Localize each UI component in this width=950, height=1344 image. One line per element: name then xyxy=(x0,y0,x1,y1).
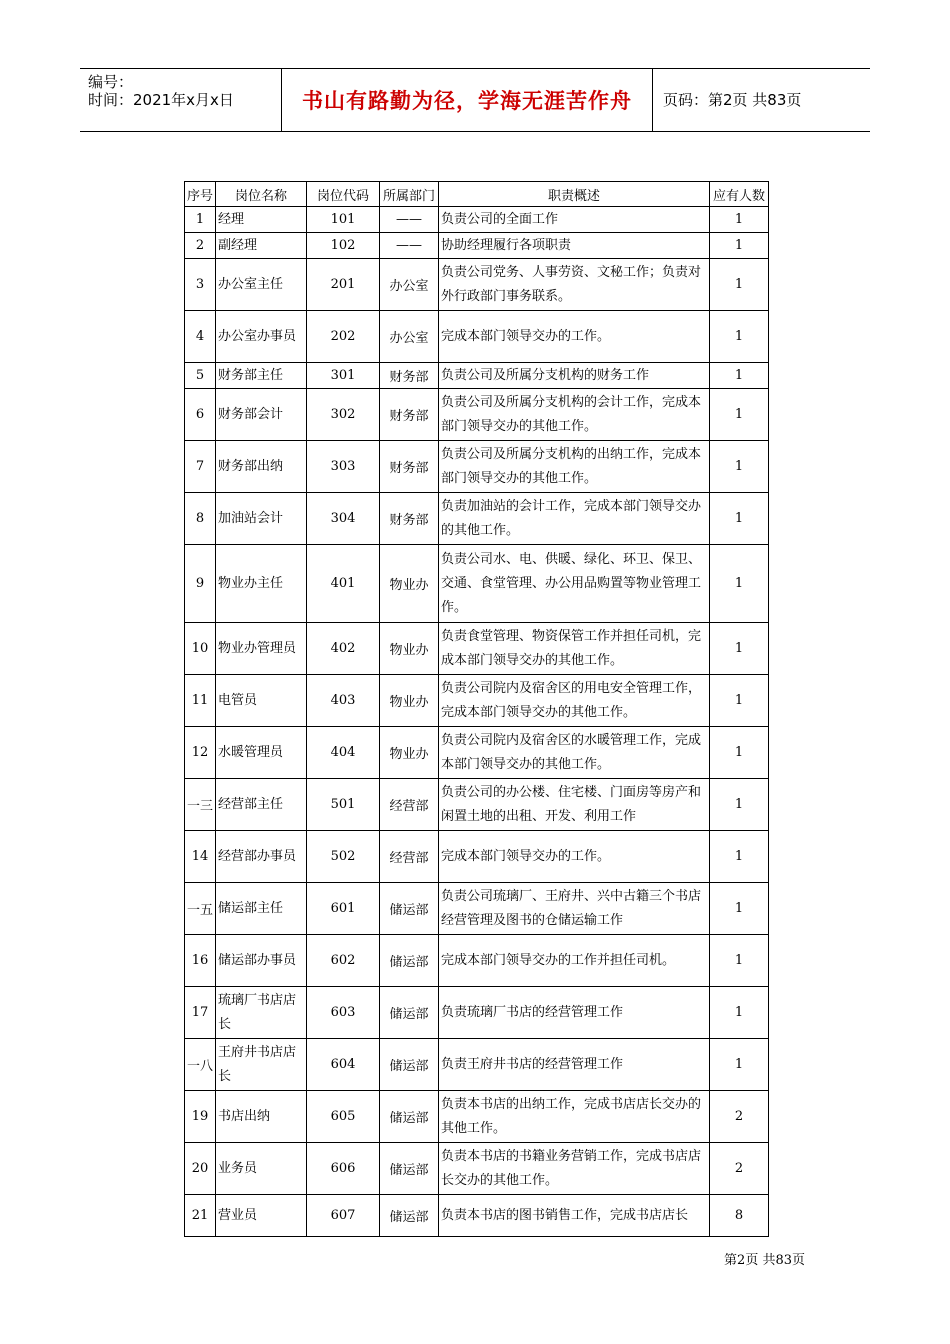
table-header-row xyxy=(185,182,769,207)
row-index: 17 xyxy=(185,987,216,1039)
headcount: 1 xyxy=(710,1039,769,1091)
document-number-label: 编号： xyxy=(88,73,134,91)
department: —— xyxy=(380,207,439,233)
duty-description: 负责公司水、电、供暖、绿化、环卫、保卫、交通、食堂管理、办公用品购置等物业管理工作。 xyxy=(439,545,710,623)
job-code: 606 xyxy=(307,1143,380,1195)
department: 财务部 xyxy=(380,363,439,389)
job-title: 水暖管理员 xyxy=(216,727,307,779)
table-row xyxy=(185,831,769,883)
job-code: 402 xyxy=(307,623,380,675)
column-header-name: 岗位名称 xyxy=(216,182,307,207)
table-row xyxy=(185,1091,769,1143)
job-duty-table xyxy=(184,181,769,1237)
table-row xyxy=(185,545,769,623)
department: 储运部 xyxy=(380,1143,439,1195)
row-index: 21 xyxy=(185,1195,216,1237)
duty-description: 负责公司的全面工作 xyxy=(439,207,710,233)
table-row xyxy=(185,883,769,935)
job-code: 202 xyxy=(307,311,380,363)
header-page-cell xyxy=(653,69,870,131)
row-index: 19 xyxy=(185,1091,216,1143)
headcount: 1 xyxy=(710,233,769,259)
page-footer: 第2页 共83页 xyxy=(724,1253,805,1268)
duty-description: 负责本书店的图书销售工作，完成书店店长 xyxy=(439,1195,710,1237)
header-meta xyxy=(80,69,280,131)
table-row xyxy=(185,259,769,311)
duty-description: 负责本书店的书籍业务营销工作，完成书店店长交办的其他工作。 xyxy=(439,1143,710,1195)
row-index: 一五 xyxy=(185,883,216,935)
job-code: 301 xyxy=(307,363,380,389)
row-index: 一三 xyxy=(185,779,216,831)
headcount: 1 xyxy=(710,883,769,935)
headcount: 1 xyxy=(710,389,769,441)
duty-description: 负责公司党务、人事劳资、文秘工作；负责对外行政部门事务联系。 xyxy=(439,259,710,311)
headcount: 1 xyxy=(710,493,769,545)
column-header-count: 应有人数 xyxy=(710,182,769,207)
table-row xyxy=(185,233,769,259)
department: 储运部 xyxy=(380,1091,439,1143)
job-title: 办公室主任 xyxy=(216,259,307,311)
row-index: 20 xyxy=(185,1143,216,1195)
job-code: 601 xyxy=(307,883,380,935)
duty-description: 负责公司琉璃厂、王府井、兴中古籍三个书店经营管理及图书的仓储运输工作 xyxy=(439,883,710,935)
table-row xyxy=(185,623,769,675)
headcount: 2 xyxy=(710,1091,769,1143)
table-row xyxy=(185,493,769,545)
row-index: 6 xyxy=(185,389,216,441)
department: 储运部 xyxy=(380,883,439,935)
department: 储运部 xyxy=(380,1039,439,1091)
table-row xyxy=(185,311,769,363)
duty-description: 负责公司的办公楼、住宅楼、门面房等房产和闲置土地的出租、开发、利用工作 xyxy=(439,779,710,831)
job-title: 财务部会计 xyxy=(216,389,307,441)
row-index: 一八 xyxy=(185,1039,216,1091)
table-row xyxy=(185,935,769,987)
headcount: 1 xyxy=(710,545,769,623)
duty-description: 负责本书店的出纳工作，完成书店店长交办的其他工作。 xyxy=(439,1091,710,1143)
row-index: 3 xyxy=(185,259,216,311)
department: 物业办 xyxy=(380,675,439,727)
column-header-dept: 所属部门 xyxy=(380,182,439,207)
table-row xyxy=(185,1143,769,1195)
job-code: 603 xyxy=(307,987,380,1039)
headcount: 2 xyxy=(710,1143,769,1195)
headcount: 1 xyxy=(710,987,769,1039)
headcount: 1 xyxy=(710,311,769,363)
row-index: 2 xyxy=(185,233,216,259)
job-title: 物业办管理员 xyxy=(216,623,307,675)
job-code: 201 xyxy=(307,259,380,311)
job-title: 副经理 xyxy=(216,233,307,259)
headcount: 8 xyxy=(710,1195,769,1237)
duty-description: 负责琉璃厂书店的经营管理工作 xyxy=(439,987,710,1039)
department: 财务部 xyxy=(380,389,439,441)
department: 储运部 xyxy=(380,935,439,987)
row-index: 10 xyxy=(185,623,216,675)
table-row xyxy=(185,1195,769,1237)
row-index: 5 xyxy=(185,363,216,389)
job-code: 501 xyxy=(307,779,380,831)
job-title: 财务部出纳 xyxy=(216,441,307,493)
table-row xyxy=(185,779,769,831)
duty-description: 负责王府井书店的经营管理工作 xyxy=(439,1039,710,1091)
job-title: 书店出纳 xyxy=(216,1091,307,1143)
duty-description: 负责公司院内及宿舍区的水暖管理工作，完成本部门领导交办的其他工作。 xyxy=(439,727,710,779)
table-row xyxy=(185,675,769,727)
job-code: 102 xyxy=(307,233,380,259)
department: 财务部 xyxy=(380,493,439,545)
table-row xyxy=(185,441,769,493)
duty-description: 负责食堂管理、物资保管工作并担任司机，完成本部门领导交办的其他工作。 xyxy=(439,623,710,675)
headcount: 1 xyxy=(710,363,769,389)
job-title: 电管员 xyxy=(216,675,307,727)
motto: 书山有路勤为径，学海无涯苦作舟 xyxy=(302,89,632,113)
department: 储运部 xyxy=(380,987,439,1039)
job-title: 财务部主任 xyxy=(216,363,307,389)
table-row xyxy=(185,727,769,779)
job-code: 604 xyxy=(307,1039,380,1091)
job-code: 101 xyxy=(307,207,380,233)
job-title: 办公室办事员 xyxy=(216,311,307,363)
job-code: 403 xyxy=(307,675,380,727)
column-header-index: 序号 xyxy=(185,182,216,207)
job-title: 储运部主任 xyxy=(216,883,307,935)
job-title: 经营部办事员 xyxy=(216,831,307,883)
job-code: 304 xyxy=(307,493,380,545)
job-code: 401 xyxy=(307,545,380,623)
department: 储运部 xyxy=(380,1195,439,1237)
duty-description: 负责公司院内及宿舍区的用电安全管理工作，完成本部门领导交办的其他工作。 xyxy=(439,675,710,727)
job-code: 303 xyxy=(307,441,380,493)
headcount: 1 xyxy=(710,441,769,493)
duty-description: 完成本部门领导交办的工作。 xyxy=(439,311,710,363)
job-title: 加油站会计 xyxy=(216,493,307,545)
department: 办公室 xyxy=(380,311,439,363)
department: 办公室 xyxy=(380,259,439,311)
row-index: 11 xyxy=(185,675,216,727)
page-header xyxy=(80,68,870,132)
job-title: 经理 xyxy=(216,207,307,233)
department: 经营部 xyxy=(380,831,439,883)
job-code: 502 xyxy=(307,831,380,883)
job-title: 物业办主任 xyxy=(216,545,307,623)
row-index: 16 xyxy=(185,935,216,987)
job-title: 业务员 xyxy=(216,1143,307,1195)
department: 经营部 xyxy=(380,779,439,831)
row-index: 4 xyxy=(185,311,216,363)
duty-description: 负责公司及所属分支机构的会计工作，完成本部门领导交办的其他工作。 xyxy=(439,389,710,441)
job-title: 琉璃厂书店店长 xyxy=(216,987,307,1039)
job-title: 经营部主任 xyxy=(216,779,307,831)
document-date: 时间：2021年x月x日 xyxy=(88,91,234,109)
row-index: 12 xyxy=(185,727,216,779)
page-number: 页码：第2页 共83页 xyxy=(663,91,802,109)
headcount: 1 xyxy=(710,935,769,987)
job-title: 王府井书店店长 xyxy=(216,1039,307,1091)
department: 物业办 xyxy=(380,545,439,623)
table-row xyxy=(185,1039,769,1091)
department: —— xyxy=(380,233,439,259)
job-title: 营业员 xyxy=(216,1195,307,1237)
job-code: 607 xyxy=(307,1195,380,1237)
department: 财务部 xyxy=(380,441,439,493)
headcount: 1 xyxy=(710,779,769,831)
headcount: 1 xyxy=(710,207,769,233)
row-index: 1 xyxy=(185,207,216,233)
job-code: 302 xyxy=(307,389,380,441)
duty-description: 负责公司及所属分支机构的财务工作 xyxy=(439,363,710,389)
table-row xyxy=(185,987,769,1039)
duty-description: 负责公司及所属分支机构的出纳工作，完成本部门领导交办的其他工作。 xyxy=(439,441,710,493)
job-code: 602 xyxy=(307,935,380,987)
duty-description: 完成本部门领导交办的工作。 xyxy=(439,831,710,883)
table-row xyxy=(185,389,769,441)
column-header-code: 岗位代码 xyxy=(307,182,380,207)
duty-description: 负责加油站的会计工作，完成本部门领导交办的其他工作。 xyxy=(439,493,710,545)
duty-description: 协助经理履行各项职责 xyxy=(439,233,710,259)
headcount: 1 xyxy=(710,831,769,883)
department: 物业办 xyxy=(380,727,439,779)
job-code: 404 xyxy=(307,727,380,779)
table-row xyxy=(185,207,769,233)
row-index: 14 xyxy=(185,831,216,883)
column-header-duty: 职责概述 xyxy=(439,182,710,207)
headcount: 1 xyxy=(710,259,769,311)
row-index: 8 xyxy=(185,493,216,545)
headcount: 1 xyxy=(710,727,769,779)
row-index: 9 xyxy=(185,545,216,623)
headcount: 1 xyxy=(710,623,769,675)
table-row xyxy=(185,363,769,389)
job-title: 储运部办事员 xyxy=(216,935,307,987)
headcount: 1 xyxy=(710,675,769,727)
department: 物业办 xyxy=(380,623,439,675)
duty-description: 完成本部门领导交办的工作并担任司机。 xyxy=(439,935,710,987)
header-motto-cell xyxy=(281,69,653,131)
job-code: 605 xyxy=(307,1091,380,1143)
row-index: 7 xyxy=(185,441,216,493)
